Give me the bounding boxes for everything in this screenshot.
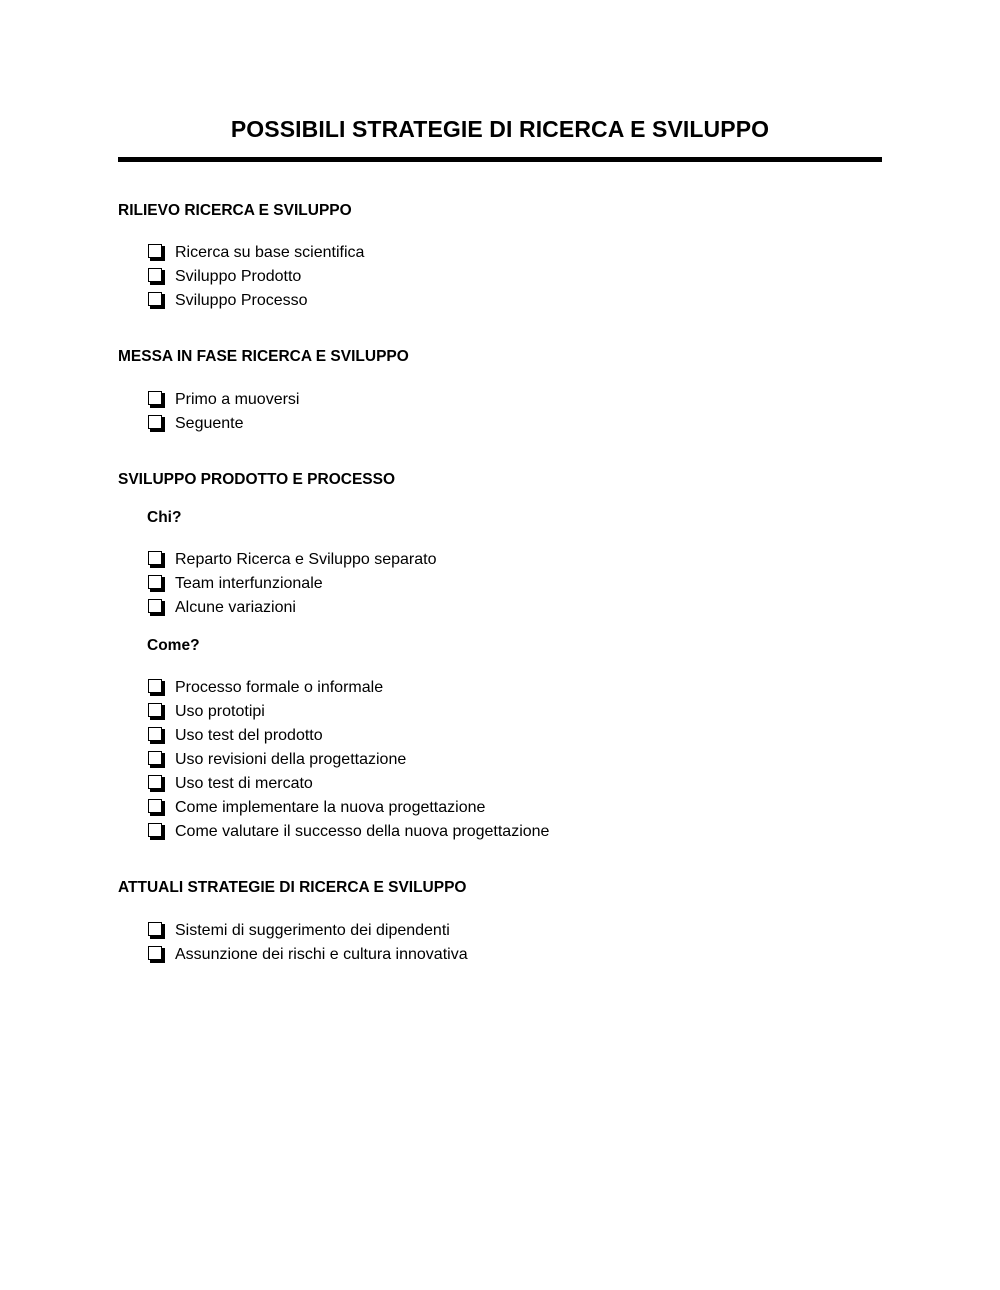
checkbox-icon[interactable] — [148, 268, 162, 282]
checklist-come — [148, 676, 549, 844]
checkbox-icon[interactable] — [148, 679, 162, 693]
checklist-attuali-strategie — [148, 919, 468, 967]
checklist-chi — [148, 548, 436, 620]
checklist-item-label: Sistemi di suggerimento dei dipendenti — [175, 922, 450, 939]
checklist-item-label: Team interfunzionale — [175, 575, 323, 592]
checklist-item-label: Alcune variazioni — [175, 599, 296, 616]
title-divider — [118, 157, 882, 162]
checklist-item-label: Uso revisioni della progettazione — [175, 751, 407, 768]
checklist-item-label: Primo a muoversi — [175, 391, 300, 408]
checklist-item — [148, 289, 364, 313]
checkbox-icon[interactable] — [148, 727, 162, 741]
checkbox-icon[interactable] — [148, 922, 162, 936]
checkbox-icon[interactable] — [148, 946, 162, 960]
checklist-item — [148, 548, 436, 572]
checklist-item-label: Assunzione dei rischi e cultura innovativa — [175, 946, 468, 963]
checklist-item — [148, 700, 549, 724]
checklist-item — [148, 748, 549, 772]
checklist-item-label: Come implementare la nuova progettazione — [175, 799, 486, 816]
checklist-item-label: Reparto Ricerca e Sviluppo separato — [175, 551, 437, 568]
checklist-item — [148, 412, 299, 436]
checkbox-icon[interactable] — [148, 703, 162, 717]
checklist-item — [148, 772, 549, 796]
checklist-item — [148, 596, 436, 620]
checkbox-icon[interactable] — [148, 599, 162, 613]
checklist-item-label: Processo formale o informale — [175, 679, 384, 696]
checklist-item — [148, 796, 549, 820]
section-heading-attuali-strategie: ATTUALI STRATEGIE DI RICERCA E SVILUPPO — [118, 879, 467, 896]
checkbox-icon[interactable] — [148, 244, 162, 258]
checkbox-icon[interactable] — [148, 823, 162, 837]
subheading-chi: Chi? — [147, 509, 182, 526]
checklist-item-label: Sviluppo Processo — [175, 292, 308, 309]
checklist-item-label: Come valutare il successo della nuova progettazione — [175, 823, 550, 840]
checklist-item — [148, 241, 364, 265]
checkbox-icon[interactable] — [148, 775, 162, 789]
checkbox-icon[interactable] — [148, 799, 162, 813]
checklist-rilievo — [148, 241, 364, 313]
checklist-item-label: Uso test di mercato — [175, 775, 313, 792]
checklist-item-label: Uso test del prodotto — [175, 727, 323, 744]
checklist-item — [148, 820, 549, 844]
checklist-item — [148, 388, 299, 412]
subheading-come: Come? — [147, 637, 200, 654]
checklist-item — [148, 572, 436, 596]
checklist-item — [148, 919, 468, 943]
checklist-item — [148, 676, 549, 700]
checkbox-icon[interactable] — [148, 292, 162, 306]
checkbox-icon[interactable] — [148, 751, 162, 765]
section-heading-rilievo: RILIEVO RICERCA E SVILUPPO — [118, 202, 352, 219]
checkbox-icon[interactable] — [148, 391, 162, 405]
checklist-item — [148, 943, 468, 967]
checkbox-icon[interactable] — [148, 415, 162, 429]
checklist-item — [148, 265, 364, 289]
document-title: POSSIBILI STRATEGIE DI RICERCA E SVILUPPO — [230, 116, 770, 142]
checkbox-icon[interactable] — [148, 575, 162, 589]
checklist-item-label: Ricerca su base scientifica — [175, 244, 365, 261]
checklist-item-label: Seguente — [175, 415, 244, 432]
checklist-item-label: Uso prototipi — [175, 703, 265, 720]
section-heading-sviluppo-prodotto-processo: SVILUPPO PRODOTTO E PROCESSO — [118, 471, 396, 488]
checklist-item-label: Sviluppo Prodotto — [175, 268, 302, 285]
checklist-messa-in-fase — [148, 388, 299, 436]
checkbox-icon[interactable] — [148, 551, 162, 565]
section-heading-messa-in-fase: MESSA IN FASE RICERCA E SVILUPPO — [118, 348, 409, 365]
checklist-item — [148, 724, 549, 748]
